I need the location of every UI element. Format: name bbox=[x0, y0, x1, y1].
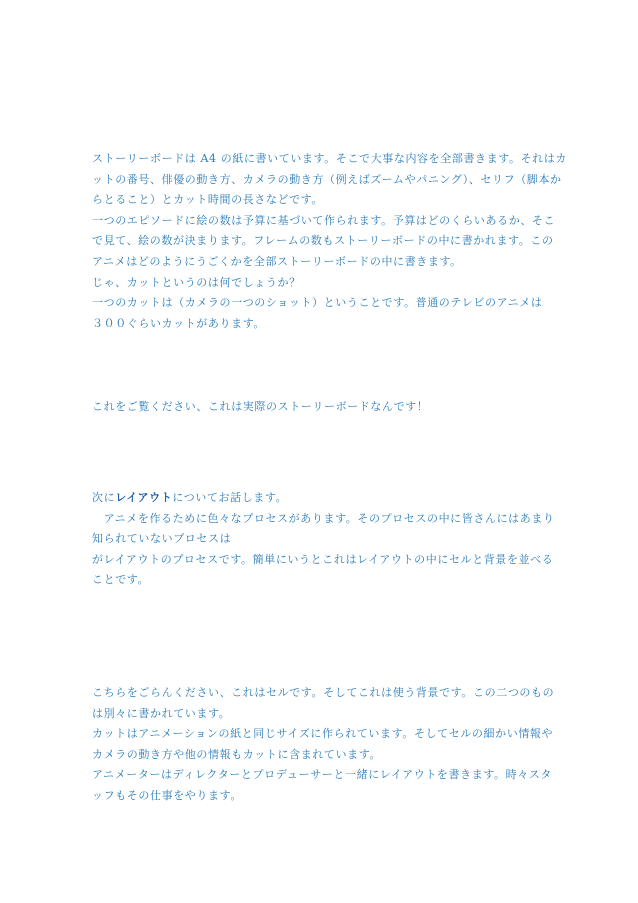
storyboard-paragraph bbox=[92, 149, 567, 334]
text-line: これをご覧ください、これは実際のストーリーボードなんです！ bbox=[92, 400, 429, 413]
text-line: がレイアウトのプロセスです。簡単にいうとこれはレイアウトの中にセルと背景を並べる bbox=[92, 552, 554, 566]
storyboard-caption bbox=[92, 397, 552, 418]
cel-paragraph bbox=[92, 683, 555, 807]
text-line: ことです。 bbox=[92, 573, 150, 587]
text-line: 一つのエピソードに絵の数は予算に基づいて作られます。予算はどのくらいあるか、そこ bbox=[92, 213, 556, 227]
text-line: は別々に書かれています。 bbox=[92, 706, 231, 720]
text-line: 知られていないプロセスは bbox=[92, 532, 232, 546]
layout-intro-line bbox=[92, 488, 552, 509]
text-line: ３００ぐらいカットがあります。 bbox=[92, 316, 266, 330]
text-line: アニメを作るために色々なプロセスがあります。そのプロセスの中に皆さんにはあまり bbox=[92, 511, 555, 525]
intro-prefix: 次に bbox=[92, 491, 116, 504]
text-line: ッフもその仕事をやります。 bbox=[92, 788, 242, 802]
text-line: で見て、絵の数が決まります。フレームの数もストーリーボードの中に書かれます。この bbox=[92, 234, 554, 248]
intro-suffix: についてお話します。 bbox=[172, 491, 288, 504]
text-line: 一つのカットは（カメラの一つのショット）ということです。普通のテレビのアニメは bbox=[92, 296, 543, 310]
text-line: こちらをごらんください、これはセルです。そしてこれは使う背景です。この二つのもの bbox=[92, 686, 555, 699]
text-line: アニメはどのようにうごくかを全部ストーリーボードの中に書きます。 bbox=[92, 254, 462, 268]
text-line: じゃ、カットというのは何でしょうか？ bbox=[92, 275, 301, 289]
text-line: アニメーターはディレクターとプロデューサーと一緒にレイアウトを書きます。時々スタ bbox=[92, 768, 553, 782]
layout-keyword: レイアウト bbox=[115, 491, 173, 504]
text-line: カメラの動き方や他の情報もカットに含まれています。 bbox=[92, 747, 382, 761]
text-line: ストーリーボードは A4 の紙に書いています。そこで大事な内容を全部書きます。それはカ bbox=[92, 152, 567, 165]
layout-paragraph bbox=[92, 488, 555, 591]
text-line: ットの番号、俳優の動き方、カメラの動き方（例えばズームやパニング）、セリフ（脚本か bbox=[92, 172, 562, 186]
text-line: らとること）とカット時間の長さなどです。 bbox=[92, 193, 324, 207]
text-line: カットはアニメーションの紙と同じサイズに作られています。そしてセルの細かい情報や bbox=[92, 727, 554, 741]
